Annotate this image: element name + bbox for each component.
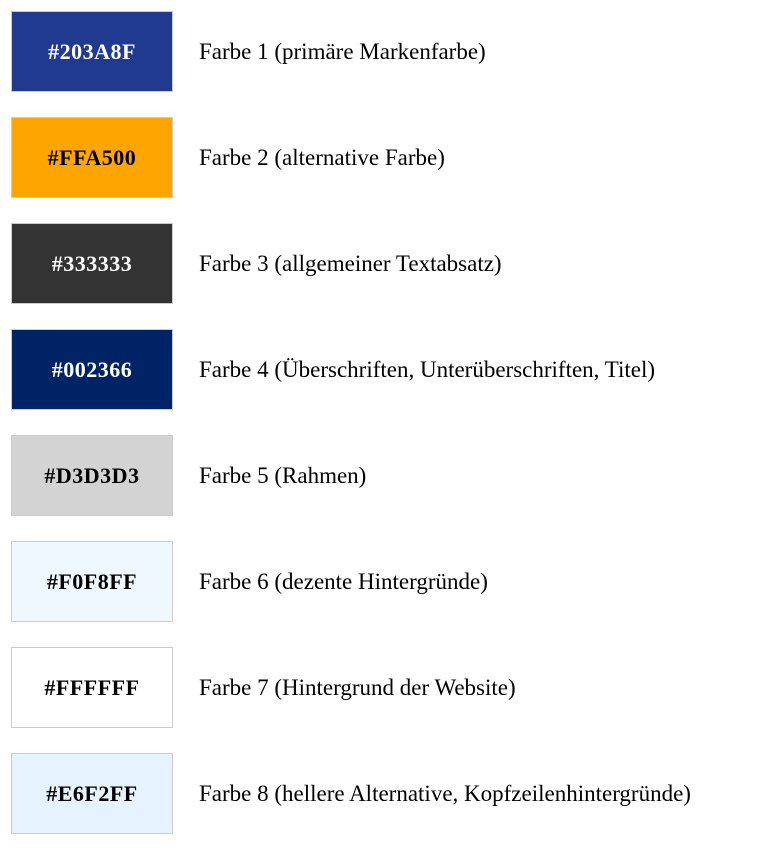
- color-description: Farbe 1 (primäre Markenfarbe): [199, 38, 486, 64]
- color-swatch: [11, 329, 173, 410]
- color-swatch: [11, 647, 173, 728]
- palette-row: [11, 11, 776, 92]
- color-description: Farbe 3 (allgemeiner Textabsatz): [199, 250, 502, 276]
- swatch-hex-label: #203A8F: [48, 38, 136, 64]
- color-swatch: [11, 753, 173, 834]
- swatch-hex-label: #D3D3D3: [44, 462, 140, 488]
- color-description: Farbe 2 (alternative Farbe): [199, 144, 445, 170]
- palette-row: [11, 753, 776, 834]
- swatch-hex-label: #333333: [51, 250, 133, 276]
- swatch-hex-label: #F0F8FF: [46, 568, 138, 594]
- color-swatch: [11, 541, 173, 622]
- swatch-hex-label: #E6F2FF: [46, 780, 138, 806]
- palette-row: [11, 541, 776, 622]
- swatch-hex-label: #FFA500: [47, 144, 137, 170]
- color-swatch: [11, 223, 173, 304]
- color-description: Farbe 5 (Rahmen): [199, 462, 367, 488]
- palette-row: [11, 647, 776, 728]
- color-swatch: [11, 117, 173, 198]
- palette-row: [11, 435, 776, 516]
- palette-row: [11, 329, 776, 410]
- palette-row: [11, 117, 776, 198]
- swatch-hex-label: #002366: [51, 356, 133, 382]
- color-description: Farbe 8 (hellere Alternative, Kopfzeilenhintergründe): [199, 780, 691, 806]
- palette-list: [11, 11, 776, 834]
- color-swatch: [11, 11, 173, 92]
- swatch-hex-label: #FFFFFF: [44, 674, 140, 700]
- color-description: Farbe 6 (dezente Hintergründe): [199, 568, 488, 594]
- palette-row: [11, 223, 776, 304]
- color-description: Farbe 4 (Überschriften, Unterüberschriften, Titel): [199, 356, 656, 382]
- color-description: Farbe 7 (Hintergrund der Website): [199, 674, 516, 700]
- color-swatch: [11, 435, 173, 516]
